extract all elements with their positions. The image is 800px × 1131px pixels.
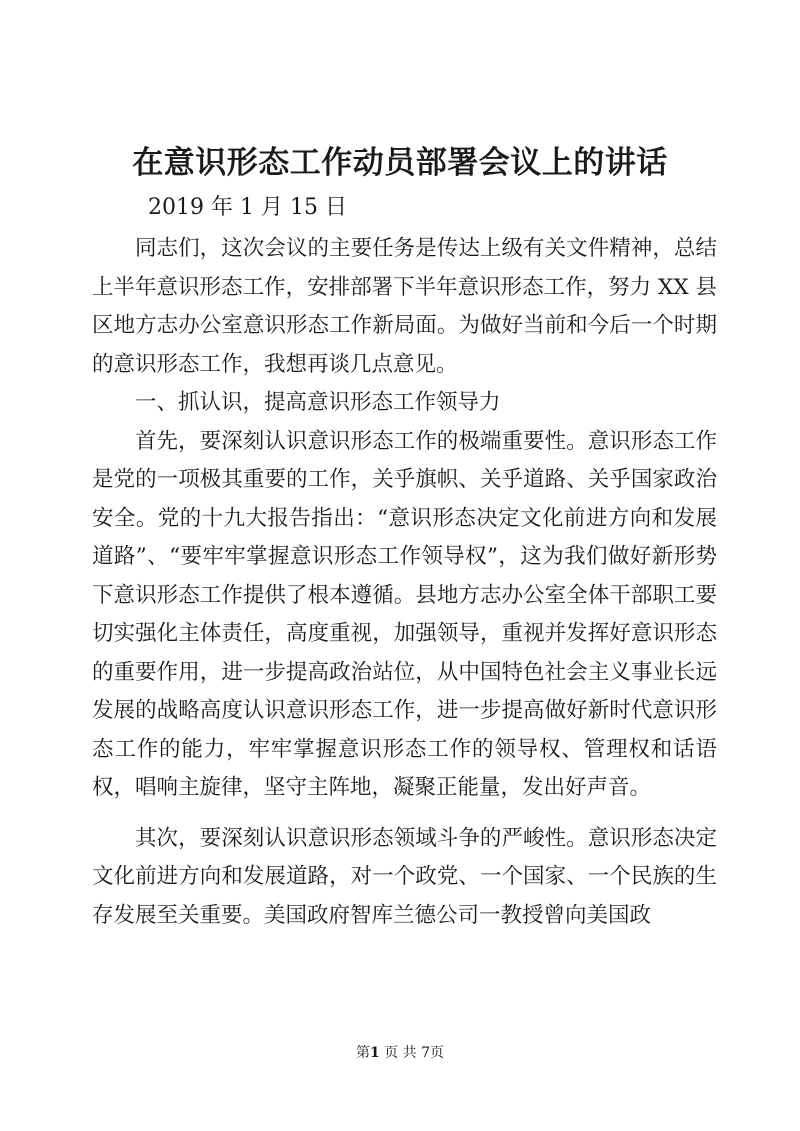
document-date: 2019 年 1 月 15 日 bbox=[148, 195, 347, 220]
document-title: 在意识形态工作动员部署会议上的讲话 bbox=[132, 145, 668, 181]
section-heading-1: 一、抓认识，提高意识形态工作领导力 bbox=[135, 390, 501, 415]
paragraph-intro: 同志们，这次会议的主要任务是传达上级有关文件精神，总结上半年意识形态工作，安排部署下半年意识形态工作，努力 XX 县区地方志办公室意识形态工作新局面。为做好当前和今后一个时期的意识形态工作，我想再谈几点意见。 bbox=[92, 236, 717, 377]
document-body bbox=[92, 230, 717, 935]
footer-prefix: 第 bbox=[355, 1045, 370, 1061]
footer-suffix: 页 bbox=[430, 1045, 445, 1061]
paragraph-first-point: 首先，要深刻认识意识形态工作的极端重要性。意识形态工作是党的一项极其重要的工作，关乎旗帜、关乎道路、关乎国家政治安全。党的十九大报告指出：“意识形态决定文化前进方向和发展道路”、“要牢牢掌握意识形态工作领导权”，这为我们做好新形势下意识形态工作提供了根本遵循。县地方志办公室全体干部职工要切实强化主体责任，高度重视，加强领导，重视并发挥好意识形态的重要作用，进一步提高政治站位，从中国特色社会主义事业长远发展的战略高度认识意识形态工作，进一步提高做好新时代意识形态工作的能力，牢牢掌握意识形态工作的领导权、管理权和话语权，唱响主旋律，坚守主阵地，凝聚正能量，发出好声音。 bbox=[92, 428, 717, 800]
footer-total-pages: 7 bbox=[421, 1045, 431, 1061]
paragraph-second-point: 其次，要深刻认识意识形态领域斗争的严峻性。意识形态决定文化前进方向和发展道路，对一个政党、一个国家、一个民族的生存发展至关重要。美国政府智库兰德公司一教授曾向美国政 bbox=[92, 825, 717, 928]
footer-page-number: 1 bbox=[369, 1045, 380, 1061]
footer-middle: 页 共 bbox=[384, 1045, 417, 1061]
page-footer bbox=[0, 1043, 800, 1063]
